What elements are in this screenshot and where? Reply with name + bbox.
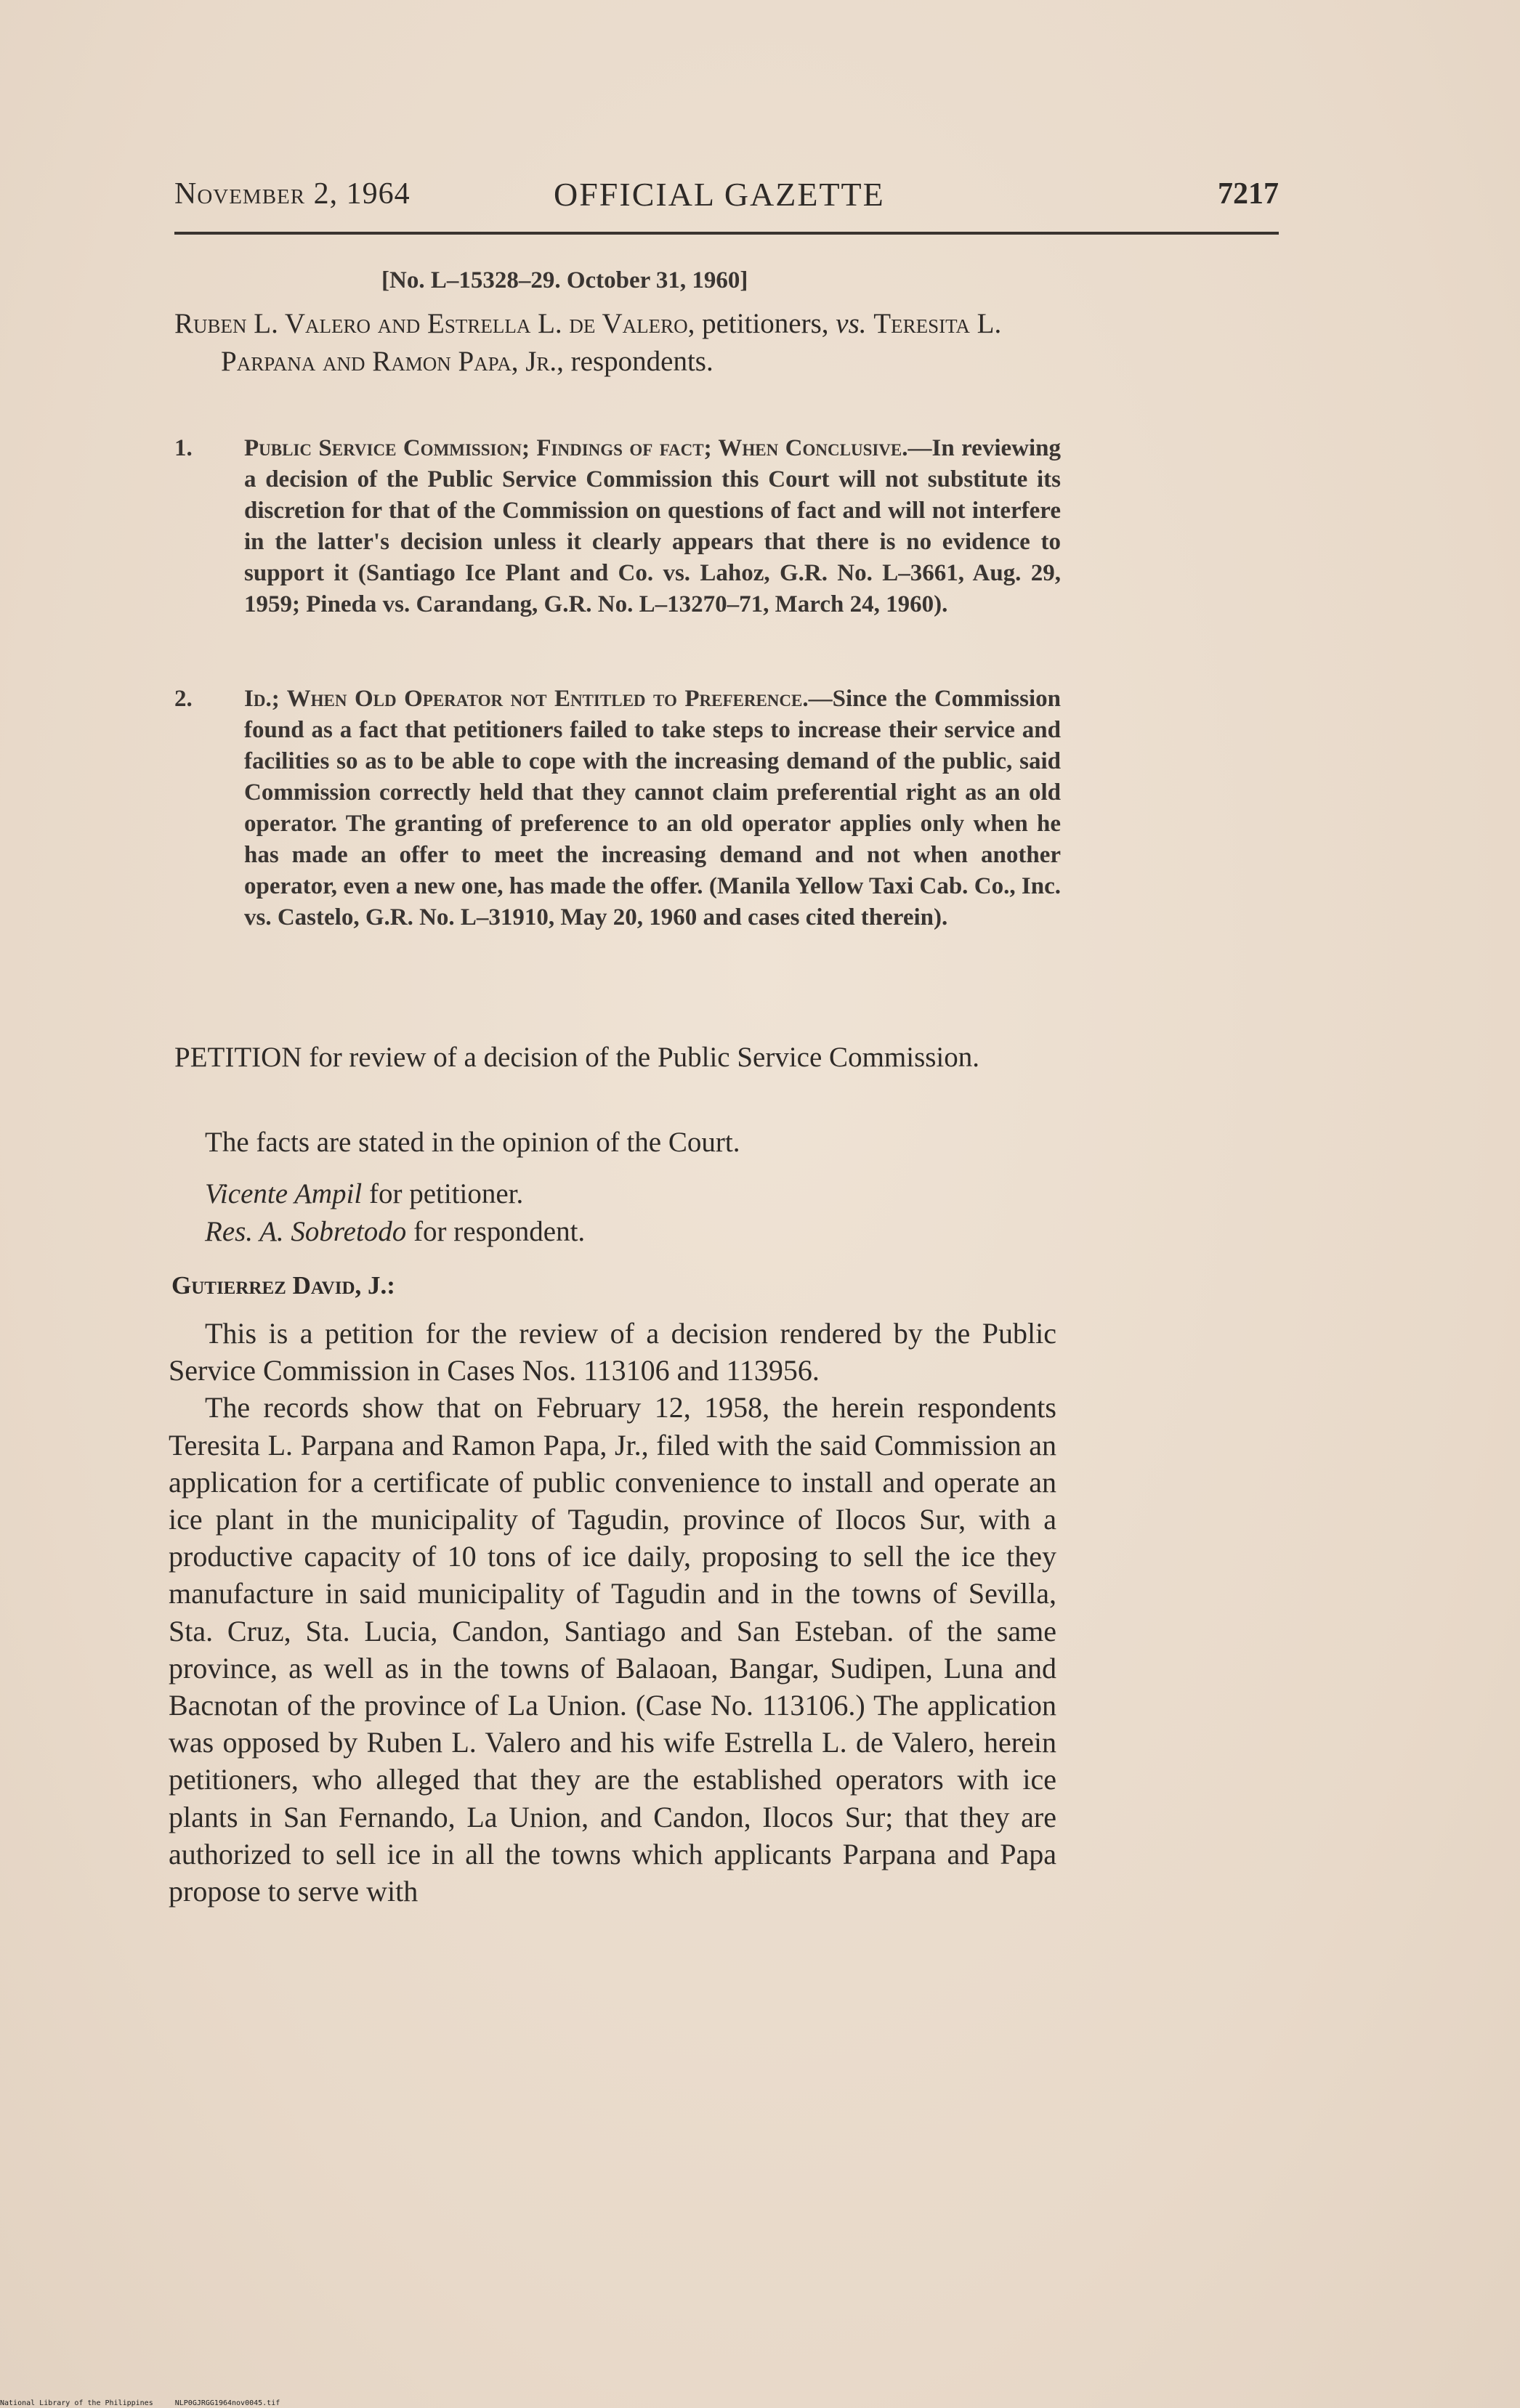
- syllabus-topic: Id.; When Old Operator not Entitled to Preference.: [244, 686, 809, 712]
- counsel-list: [205, 1175, 585, 1251]
- footer-library: National Library of the Philippines: [0, 2399, 153, 2407]
- case-parties: [174, 305, 1061, 381]
- counsel-name: Res. A. Sobretodo: [205, 1216, 407, 1247]
- header-rule: [174, 232, 1279, 235]
- body-paragraph: The records show that on February 12, 1958, the herein respondents Teresita L. Parpana and Ramon Papa, Jr., filed with the said Commission an application for a certificate of public convenience to install and operate an ice plant in the municipality of Tagudin, province of Ilocos Sur, with a productive capacity of 10 tons of ice daily, proposing to sell the ice they manufacture in said municipality of Tagudin and in the towns of Sevilla, Sta. Cruz, Sta. Lucia, Candon, Santiago and San Esteban. of the same province, as well as in the towns of Balaoan, Bangar, Sudipen, Luna and Bacnotan of the province of La Union. (Case No. 113106.) The application was opposed by Ruben L. Valero and his wife Estrella L. de Valero, herein petitioners, who alleged that they are the established operators with ice plants in San Fernando, La Union, and Candon, Ilocos Sur; that they are authorized to sell ice in all the towns which applicants Parpana and Papa propose to serve with: [169, 1391, 1056, 1908]
- facts-statement: The facts are stated in the opinion of the Court.: [205, 1127, 740, 1158]
- counsel-respondent: Res. A. Sobretodo for respondent.: [205, 1216, 586, 1247]
- header-date: November 2, 1964: [174, 177, 411, 211]
- syllabus-topic: Public Service Commission; Findings of fact; When Conclusive.: [244, 435, 908, 461]
- footer-filename: NLP0GJRGG1964nov0045.tif: [174, 2399, 280, 2407]
- respondents-names: Teresita L. Parpana and Ramon Papa, Jr.: [221, 308, 1002, 377]
- respondents-role: , respondents.: [557, 346, 713, 377]
- counsel-name: Vicente Ampil: [205, 1178, 363, 1209]
- opinion-author: Gutierrez David, J.:: [171, 1271, 395, 1300]
- syllabus-number: 1.: [174, 435, 193, 461]
- petitioners-role: , petitioners,: [687, 308, 829, 339]
- petitioners-names: Ruben L. Valero and Estrella L. de Valero: [174, 308, 688, 339]
- header-page-number: 7217: [1218, 177, 1279, 211]
- versus-label: vs.: [836, 308, 867, 339]
- syllabus-text: —In reviewing a decision of the Public Service Commission this Court will not substitute its discretion for that of the Commission on questions of fact and will not interfere in the latter's decision unless it clearly appears that there is no evidence to support it (Santiago Ice Plant and Co. vs. Lahoz, G.R. No. L–3661, Aug. 29, 1959; Pineda vs. Carandang, G.R. No. L–13270–71, March 24, 1960).: [244, 435, 1061, 617]
- body-paragraph: This is a petition for the review of a decision rendered by the Public Service Commission in Cases Nos. 113106 and 113956.: [169, 1317, 1056, 1387]
- scan-footer: [0, 2399, 297, 2407]
- syllabus-number: 2.: [174, 686, 193, 712]
- opinion-body: [169, 1315, 1056, 1910]
- case-number-line: [No. L–15328–29. October 31, 1960]: [381, 267, 748, 293]
- syllabus-item: [174, 433, 1061, 620]
- header-title: OFFICIAL GAZETTE: [554, 176, 885, 213]
- page-header: [174, 177, 1279, 220]
- counsel-petitioner: Vicente Ampil for petitioner.: [205, 1178, 524, 1209]
- petition-statement: PETITION for review of a decision of the Public Service Commission.: [174, 1042, 980, 1073]
- syllabus-item: [174, 684, 1061, 933]
- syllabus-text: —Since the Commission found as a fact that petitioners failed to take steps to increase their service and facilities so as to be able to cope with the increasing demand of the public, said Commission correctly held that they cannot claim preferential right as an old operator. The granting of preference to an old operator applies only when he has made an offer to meet the increasing demand and not when another operator, even a new one, has made the offer. (Manila Yellow Taxi Cab. Co., Inc. vs. Castelo, G.R. No. L–31910, May 20, 1960 and cases cited therein).: [244, 686, 1061, 931]
